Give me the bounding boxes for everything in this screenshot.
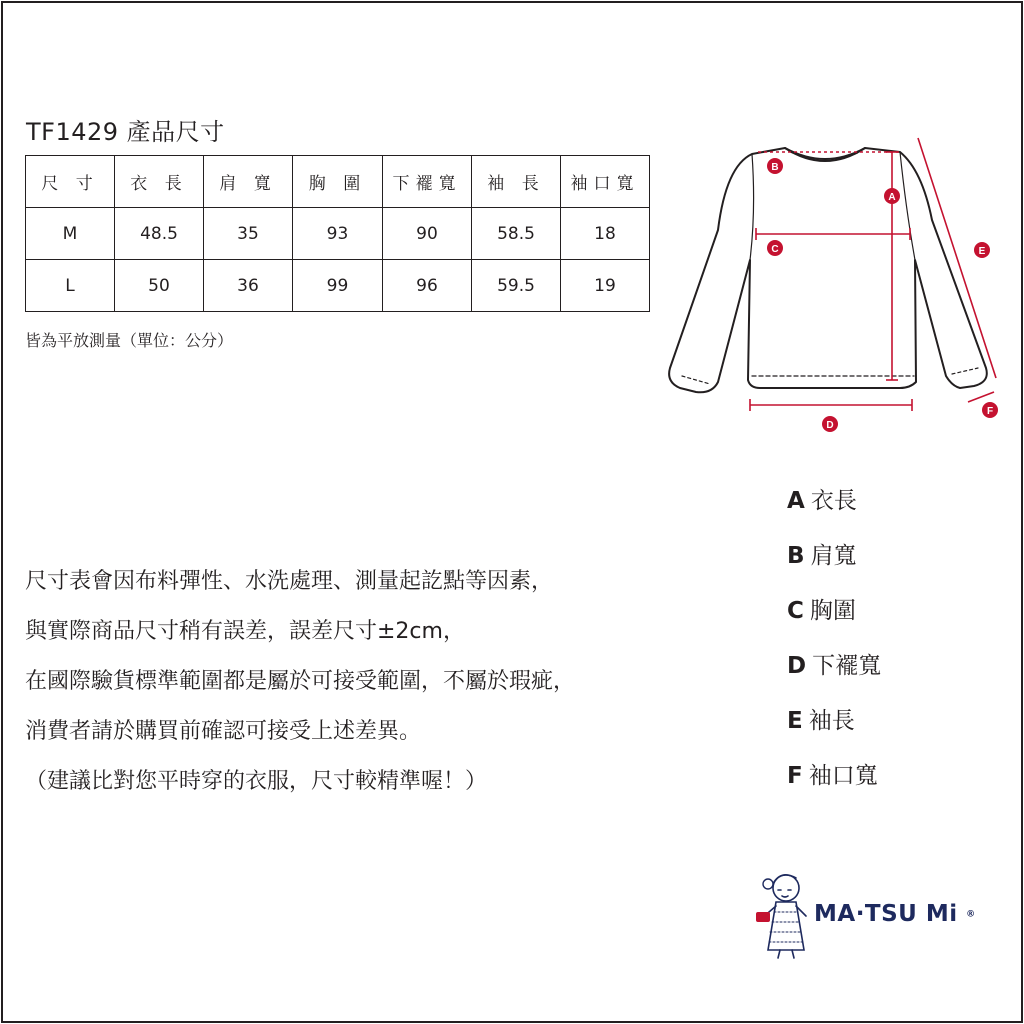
brand-name: MA·TSU Mi <box>814 901 958 927</box>
legend-label: 胸圍 <box>809 598 856 624</box>
disclaimer-text <box>25 557 575 807</box>
disclaimer-line: （建議比對您平時穿的衣服，尺寸較精準喔！） <box>25 769 488 794</box>
marker-c-label: C <box>771 244 779 255</box>
table-cell: 93 <box>293 208 383 260</box>
legend-key: F <box>787 763 803 789</box>
table-cell: 96 <box>383 260 472 312</box>
legend-item <box>787 753 881 808</box>
marker-e-label: E <box>978 246 986 257</box>
table-header-row <box>26 156 650 208</box>
table-cell: 48.5 <box>115 208 204 260</box>
table-cell: 18 <box>561 208 650 260</box>
brand-mascot-icon <box>752 868 814 960</box>
table-cell: L <box>26 260 115 312</box>
marker-d-label: D <box>826 420 834 431</box>
legend-label: 下襬寬 <box>812 653 882 679</box>
marker-f-label: F <box>986 406 994 417</box>
legend-label: 肩寬 <box>810 543 857 569</box>
marker-f <box>982 402 998 418</box>
legend-key: B <box>787 543 805 569</box>
marker-group <box>767 158 998 432</box>
table-cell: 50 <box>115 260 204 312</box>
table-cell: 59.5 <box>472 260 561 312</box>
header-cell: 下襬寬 <box>383 156 472 208</box>
table-cell: 99 <box>293 260 383 312</box>
marker-b-label: B <box>771 162 779 173</box>
table-row <box>26 208 650 260</box>
legend-label: 袖口寬 <box>808 763 878 789</box>
legend-key: C <box>787 598 804 624</box>
size-table <box>25 155 650 312</box>
disclaimer-line: 消費者請於購買前確認可接受上述差異。 <box>25 719 422 744</box>
legend-item <box>787 478 881 533</box>
table-cell: 19 <box>561 260 650 312</box>
header-cell: 肩 寬 <box>204 156 293 208</box>
marker-a <box>884 188 900 204</box>
marker-e <box>974 242 990 258</box>
header-cell: 衣 長 <box>115 156 204 208</box>
legend-item <box>787 588 881 643</box>
marker-b <box>767 158 783 174</box>
legend-label: 衣長 <box>810 488 857 514</box>
disclaimer-line: 在國際驗貨標準範圍都是屬於可接受範圍，不屬於瑕疵， <box>25 669 576 694</box>
header-cell: 尺 寸 <box>26 156 115 208</box>
table-cell: M <box>26 208 115 260</box>
measurement-note: 皆為平放測量（單位：公分） <box>25 331 234 350</box>
legend-item <box>787 643 881 698</box>
header-cell: 袖 長 <box>472 156 561 208</box>
legend-key: E <box>787 708 803 734</box>
registered-mark: ® <box>966 909 976 920</box>
marker-d <box>822 416 838 432</box>
legend-key: A <box>787 488 805 514</box>
garment-diagram <box>660 130 1020 440</box>
page-title: TF1429 產品尺寸 <box>26 118 225 146</box>
table-cell: 58.5 <box>472 208 561 260</box>
table-cell: 90 <box>383 208 472 260</box>
legend-label: 袖長 <box>808 708 855 734</box>
tshirt-outline <box>669 148 987 392</box>
marker-a-label: A <box>888 192 896 203</box>
legend-item <box>787 533 881 588</box>
table-row <box>26 260 650 312</box>
header-cell: 胸 圍 <box>293 156 383 208</box>
measurement-legend <box>787 478 881 808</box>
header-cell: 袖口寬 <box>561 156 650 208</box>
brand-logo <box>814 901 976 927</box>
marker-c <box>767 240 783 256</box>
table-cell: 35 <box>204 208 293 260</box>
disclaimer-line: 與實際商品尺寸稍有誤差，誤差尺寸±2cm， <box>25 619 465 644</box>
disclaimer-line: 尺寸表會因布料彈性、水洗處理、測量起訖點等因素， <box>25 569 554 594</box>
legend-item <box>787 698 881 753</box>
legend-key: D <box>787 653 807 679</box>
table-cell: 36 <box>204 260 293 312</box>
measure-lines <box>750 138 996 411</box>
